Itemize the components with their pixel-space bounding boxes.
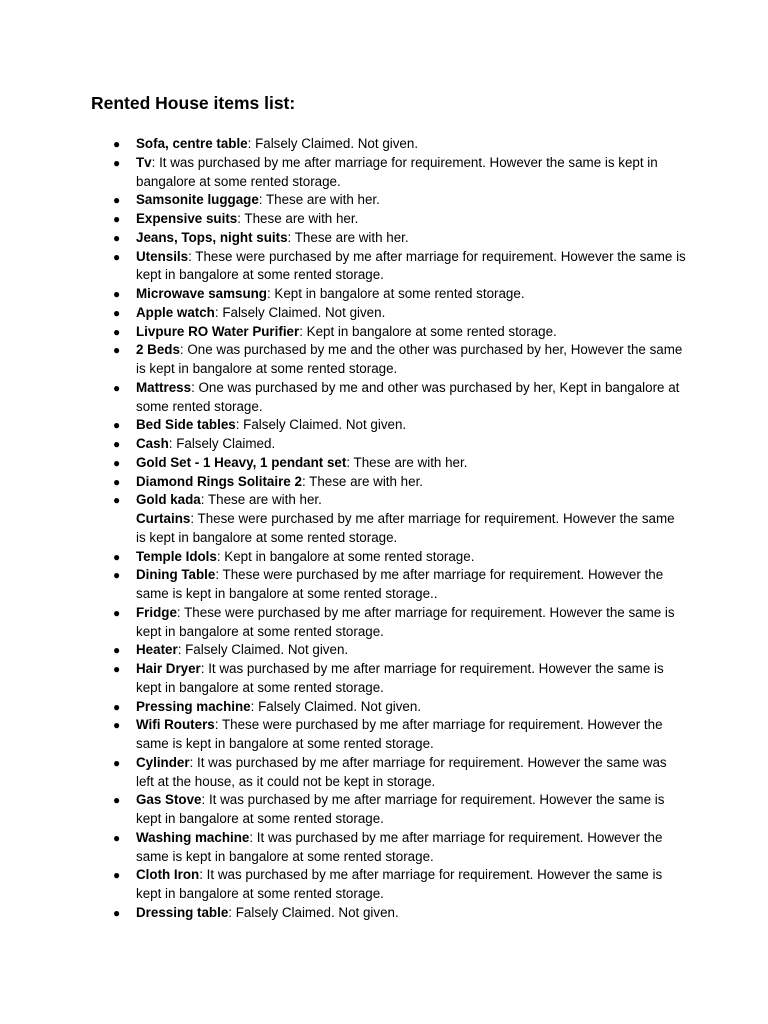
item-label: Fridge bbox=[136, 604, 177, 620]
bullet-icon: ● bbox=[113, 830, 121, 845]
item-description: : Kept in bangalore at some rented storage. bbox=[266, 286, 525, 301]
bullet-icon: ● bbox=[113, 380, 121, 395]
bullet-icon: ● bbox=[113, 905, 121, 920]
item-label: Livpure RO Water Purifier bbox=[136, 323, 300, 339]
item-description: : These were purchased by me after marriage for requirement. However the same is kept in bangalore at some rented storage.. bbox=[136, 567, 664, 601]
item-label: Cylinder bbox=[136, 754, 190, 770]
list-item bbox=[0, 285, 686, 304]
item-description: : Falsely Claimed. Not given. bbox=[228, 904, 399, 920]
list-item bbox=[0, 754, 686, 792]
item-label: Samsonite luggage bbox=[136, 192, 259, 208]
item-label: Expensive suits bbox=[136, 211, 238, 226]
item-description: : These were purchased by me after marriage for requirement. However the same is kept in bangalore at some rented storage. bbox=[136, 248, 686, 283]
item-label: Apple watch bbox=[136, 304, 215, 320]
item-description: : It was purchased by me after marriage for requirement. However the same is kept in bangalore at some rented storage. bbox=[136, 661, 664, 695]
item-label: Temple Idols bbox=[136, 548, 217, 564]
item-description: : These are with her. bbox=[237, 211, 359, 226]
item-description: : One was purchased by me and other was purchased by her, Kept in bangalore at some rented storage. bbox=[136, 379, 680, 414]
list-item bbox=[0, 791, 686, 829]
bullet-icon: ● bbox=[113, 643, 121, 658]
bullet-icon: ● bbox=[113, 549, 121, 564]
list-item bbox=[0, 454, 686, 473]
list-item bbox=[0, 435, 686, 454]
list-item bbox=[0, 341, 686, 379]
list-item bbox=[0, 473, 686, 492]
item-label: Heater bbox=[136, 642, 178, 658]
list-item bbox=[0, 323, 686, 342]
bullet-icon: ● bbox=[113, 287, 121, 301]
item-description: : These are with her. bbox=[346, 454, 468, 470]
item-label: Diamond Rings Solitaire 2 bbox=[136, 473, 302, 489]
item-description: : These are with her. bbox=[200, 492, 322, 508]
list-item bbox=[0, 698, 686, 717]
list-item bbox=[0, 191, 686, 210]
item-description: : It was purchased by me after marriage for requirement. However the same was left at the house, as it could not be kept in storage. bbox=[136, 754, 667, 789]
item-description: : Falsely Claimed. Not given. bbox=[250, 698, 422, 714]
bullet-icon: ● bbox=[113, 699, 121, 714]
bullet-icon: ● bbox=[113, 155, 121, 170]
bullet-icon: ● bbox=[113, 230, 121, 245]
item-description: : Kept in bangalore at some rented storage. bbox=[216, 548, 475, 564]
list-item bbox=[0, 229, 686, 248]
item-description: : It was purchased by me after marriage for requirement. However the same is kept in bangalore at some rented storage. bbox=[136, 829, 663, 864]
list-item bbox=[0, 379, 686, 417]
list-item bbox=[0, 566, 686, 604]
list-item bbox=[0, 548, 686, 567]
item-label: Utensils bbox=[136, 248, 189, 264]
bullet-icon: ● bbox=[113, 793, 121, 808]
item-description: : Kept in bangalore at some rented storage. bbox=[299, 323, 557, 339]
list-item bbox=[0, 660, 686, 698]
bullet-icon: ● bbox=[113, 493, 121, 508]
item-description: : Falsely Claimed. Not given. bbox=[177, 642, 349, 658]
bullet-icon: ● bbox=[113, 755, 121, 770]
item-label: Pressing machine bbox=[136, 698, 251, 714]
item-label: Microwave samsung bbox=[136, 286, 267, 301]
list-item bbox=[0, 416, 686, 435]
bullet-icon: ● bbox=[113, 249, 121, 264]
item-label: Jeans, Tops, night suits bbox=[136, 229, 288, 245]
item-label: Mattress bbox=[136, 379, 192, 395]
item-description: : These were purchased by me after marriage for requirement. However the same is kept in bangalore at some rented storage. bbox=[136, 511, 675, 545]
item-description: : These are with her. bbox=[287, 229, 409, 245]
item-description: : Falsely Claimed. Not given. bbox=[247, 136, 419, 151]
list-item bbox=[0, 154, 686, 192]
item-label: Hair Dryer bbox=[136, 661, 201, 676]
bullet-icon: ● bbox=[113, 437, 121, 451]
item-description: : One was purchased by me and the other was purchased by her, However the same is kept in bangalore at some rented storage. bbox=[136, 342, 683, 376]
item-description: : It was purchased by me after marriage for requirement. However the same is kept in bangalore at some rented storage. bbox=[136, 154, 658, 189]
item-label: Curtains bbox=[136, 511, 191, 526]
list-item bbox=[0, 641, 686, 660]
item-label: Bed Side tables bbox=[136, 417, 236, 433]
list-item bbox=[0, 866, 686, 904]
list-item bbox=[0, 304, 686, 323]
list-item bbox=[0, 510, 686, 548]
list-item bbox=[0, 248, 686, 286]
items-list bbox=[0, 135, 768, 923]
bullet-icon: ● bbox=[113, 474, 121, 489]
item-description: : It was purchased by me after marriage for requirement. However the same is kept in bangalore at some rented storage. bbox=[136, 867, 663, 901]
item-label: Cash bbox=[136, 436, 169, 451]
bullet-icon: ● bbox=[113, 343, 121, 358]
bullet-icon: ● bbox=[113, 137, 121, 151]
item-description: : It was purchased by me after marriage for requirement. However the same is kept in bangalore at some rented storage. bbox=[136, 792, 665, 826]
item-label: Dining Table bbox=[136, 567, 216, 583]
item-label: Tv bbox=[136, 154, 152, 170]
page-title: Rented House items list: bbox=[91, 93, 296, 113]
list-item bbox=[0, 829, 686, 867]
item-label: Sofa, centre table bbox=[136, 136, 248, 151]
item-description: : These were purchased by me after marriage for requirement. However the same is kept in bangalore at some rented storage. bbox=[136, 604, 675, 639]
list-item bbox=[0, 716, 686, 754]
bullet-icon: ● bbox=[113, 718, 121, 733]
bullet-icon: ● bbox=[113, 868, 121, 883]
item-description: : These are with her. bbox=[258, 192, 380, 208]
item-label: Washing machine bbox=[136, 829, 250, 845]
item-description: : Falsely Claimed. bbox=[168, 436, 276, 451]
bullet-icon: ● bbox=[113, 605, 121, 620]
item-description: : These are with her. bbox=[301, 473, 424, 489]
item-label: Dressing table bbox=[136, 904, 229, 920]
bullet-icon: ● bbox=[113, 662, 121, 676]
item-label: Wifi Routers bbox=[136, 717, 215, 733]
item-label: Gas Stove bbox=[136, 792, 202, 808]
item-label: 2 Beds bbox=[136, 342, 180, 358]
bullet-icon: ● bbox=[113, 455, 121, 470]
bullet-icon: ● bbox=[113, 568, 121, 583]
bullet-icon: ● bbox=[113, 418, 121, 433]
bullet-icon: ● bbox=[113, 212, 121, 226]
list-item bbox=[0, 135, 686, 154]
item-description: : Falsely Claimed. Not given. bbox=[214, 304, 386, 320]
list-item bbox=[0, 491, 686, 510]
bullet-icon: ● bbox=[113, 324, 121, 339]
bullet-icon: ● bbox=[113, 193, 121, 208]
item-label: Gold kada bbox=[136, 492, 201, 508]
item-label: Cloth Iron bbox=[136, 867, 200, 883]
item-description: : Falsely Claimed. Not given. bbox=[235, 417, 407, 433]
list-item bbox=[0, 210, 686, 229]
list-item bbox=[0, 904, 686, 923]
bullet-icon: ● bbox=[113, 305, 121, 320]
item-description: : These were purchased by me after marriage for requirement. However the same is kept in bangalore at some rented storage. bbox=[136, 717, 663, 751]
item-label: Gold Set - 1 Heavy, 1 pendant set bbox=[136, 454, 347, 470]
list-item bbox=[0, 604, 686, 642]
